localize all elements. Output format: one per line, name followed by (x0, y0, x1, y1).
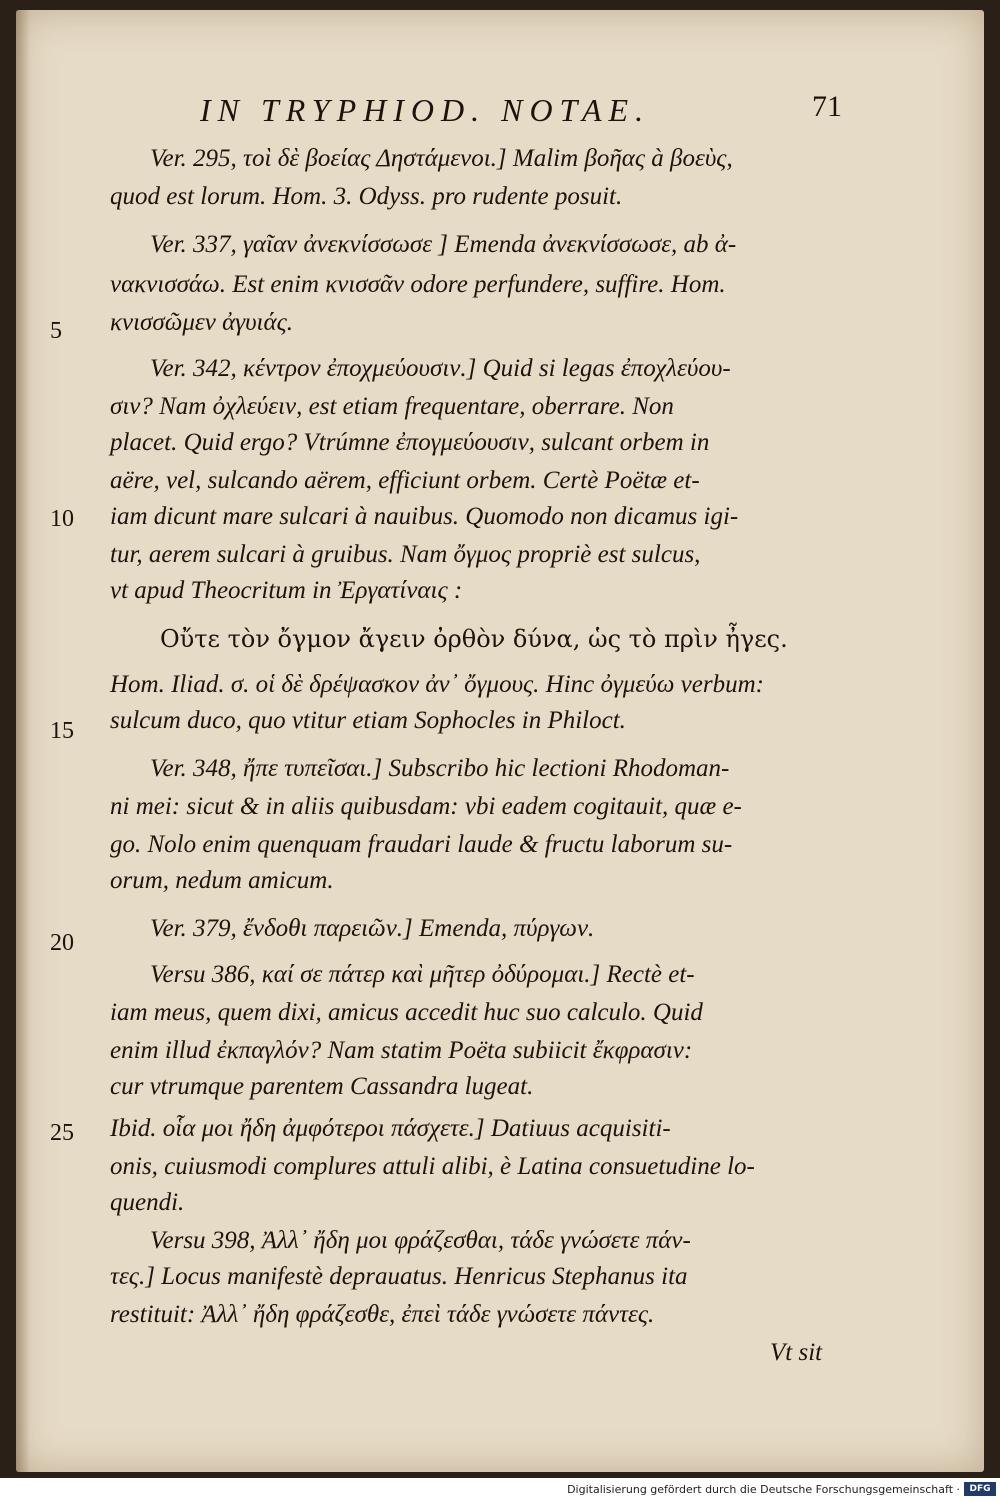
line-number: 15 (50, 718, 74, 744)
text-line: iam meus, quem dixi, amicus accedit huc suo calculo. Quid (110, 999, 703, 1026)
text-line: tur, aerem sulcari à gruibus. Nam ὄγμος propriè est sulcus, (110, 541, 701, 568)
page-number: 71 (812, 90, 842, 123)
running-title: IN TRYPHIOD. NOTAE. (200, 92, 651, 128)
dfg-logo: DFG (964, 1482, 996, 1496)
text-line: cur vtrumque parentem Cassandra lugeat. (110, 1073, 534, 1100)
text-line: aëre, vel, sulcando aërem, efficiunt orbem. Certè Poëtæ et- (110, 467, 700, 494)
text-line: onis, cuiusmodi complures attuli alibi, è Latina consuetudine lo- (110, 1153, 755, 1180)
text-line: Ver. 348, ἤπε τυπεῖσαι.] Subscribo hic lectioni Rhodoman- (150, 755, 730, 782)
text-line: restituit: Ἀλλ᾽ ἤδη φράζεσθε, ἐπεὶ τάδε γνώσετε πάντες. (110, 1301, 655, 1328)
text-line: sulcum duco, quo vtitur etiam Sophocles in Philoct. (110, 707, 626, 734)
text-line: κνισσῶμεν ἀγυιάς. (110, 309, 294, 336)
funding-note: Digitalisierung gefördert durch die Deutsche Forschungsgemeinschaft · (567, 1483, 960, 1496)
text-line: go. Nolo enim quenquam fraudari laude & fructu laborum su- (110, 831, 733, 858)
greek-verse: Οὔτε τὸν ὄγμον ἄγειν ὀρθὸν δύνα, ὡς τὸ πρὶν ἦγες. (160, 625, 788, 653)
line-number: 5 (50, 318, 62, 344)
line-number: 10 (50, 506, 74, 532)
text-line: iam dicunt mare sulcari à nauibus. Quomodo non dicamus igi- (110, 503, 739, 530)
text-line: Ver. 379, ἔνδοθι παρειῶν.] Emenda, πύργων. (150, 915, 595, 942)
text-line: Hom. Iliad. σ. οἱ δὲ δρέψασκον ἀν᾽ ὄγμους. Hinc ὀγμεύω verbum: (110, 671, 764, 698)
text-line: orum, nedum amicum. (110, 867, 334, 894)
text-line: Versu 398, Ἀλλ᾽ ἤδη μοι φράζεσθαι, τάδε γνώσετε πάν- (150, 1227, 691, 1254)
text-line: placet. Quid ergo? Vtrúmne ἐπογμεύουσιν, sulcant orbem in (110, 429, 710, 456)
line-number: 20 (50, 930, 74, 956)
text-line: ni mei: sicut & in aliis quibusdam: vbi eadem cogitauit, quæ e- (110, 793, 742, 820)
text-line: vt apud Theocritum in Ἐργατίναις : (110, 577, 463, 604)
footer-bar (0, 1478, 1000, 1502)
text-line: Ver. 342, κέντρον ἐποχμεύουσιν.] Quid si legas ἐποχλεύου- (150, 355, 731, 382)
text-line: Ibid. οἷα μοι ἤδη ἀμφότεροι πάσχετε.] Datiuus acquisiti- (110, 1115, 671, 1142)
line-number: 25 (50, 1120, 74, 1146)
catchword: Vt sit (770, 1339, 823, 1366)
text-line: Versu 386, καί σε πάτερ καὶ μῆτερ ὀδύρομαι.] Rectè et- (150, 961, 695, 988)
text-line: quod est lorum. Hom. 3. Odyss. pro rudente posuit. (110, 183, 623, 210)
text-line: Ver. 337, γαῖαν ἀνεκνίσσωσε ] Emenda ἀνεκνίσσωσε, ab ἀ- (150, 231, 737, 258)
text-line: quendi. (110, 1189, 185, 1216)
text-line: σιν? Nam ὀχλεύειν, est etiam frequentare, oberrare. Non (110, 393, 674, 420)
text-line: Ver. 295, τοὶ δὲ βοείας Δηστάμενοι.] Malim βοῆας à βοεὺς, (150, 145, 733, 172)
text-line: τες.] Locus manifestè deprauatus. Henricus Stephanus ita (110, 1263, 688, 1290)
text-line: enim illud ἐκπαγλόν? Nam statim Poëta subiicit ἔκφρασιν: (110, 1037, 693, 1064)
page-edge-shadow (16, 10, 30, 1472)
text-line: νακνισσάω. Est enim κνισσᾶν odore perfundere, suffire. Hom. (110, 271, 726, 298)
